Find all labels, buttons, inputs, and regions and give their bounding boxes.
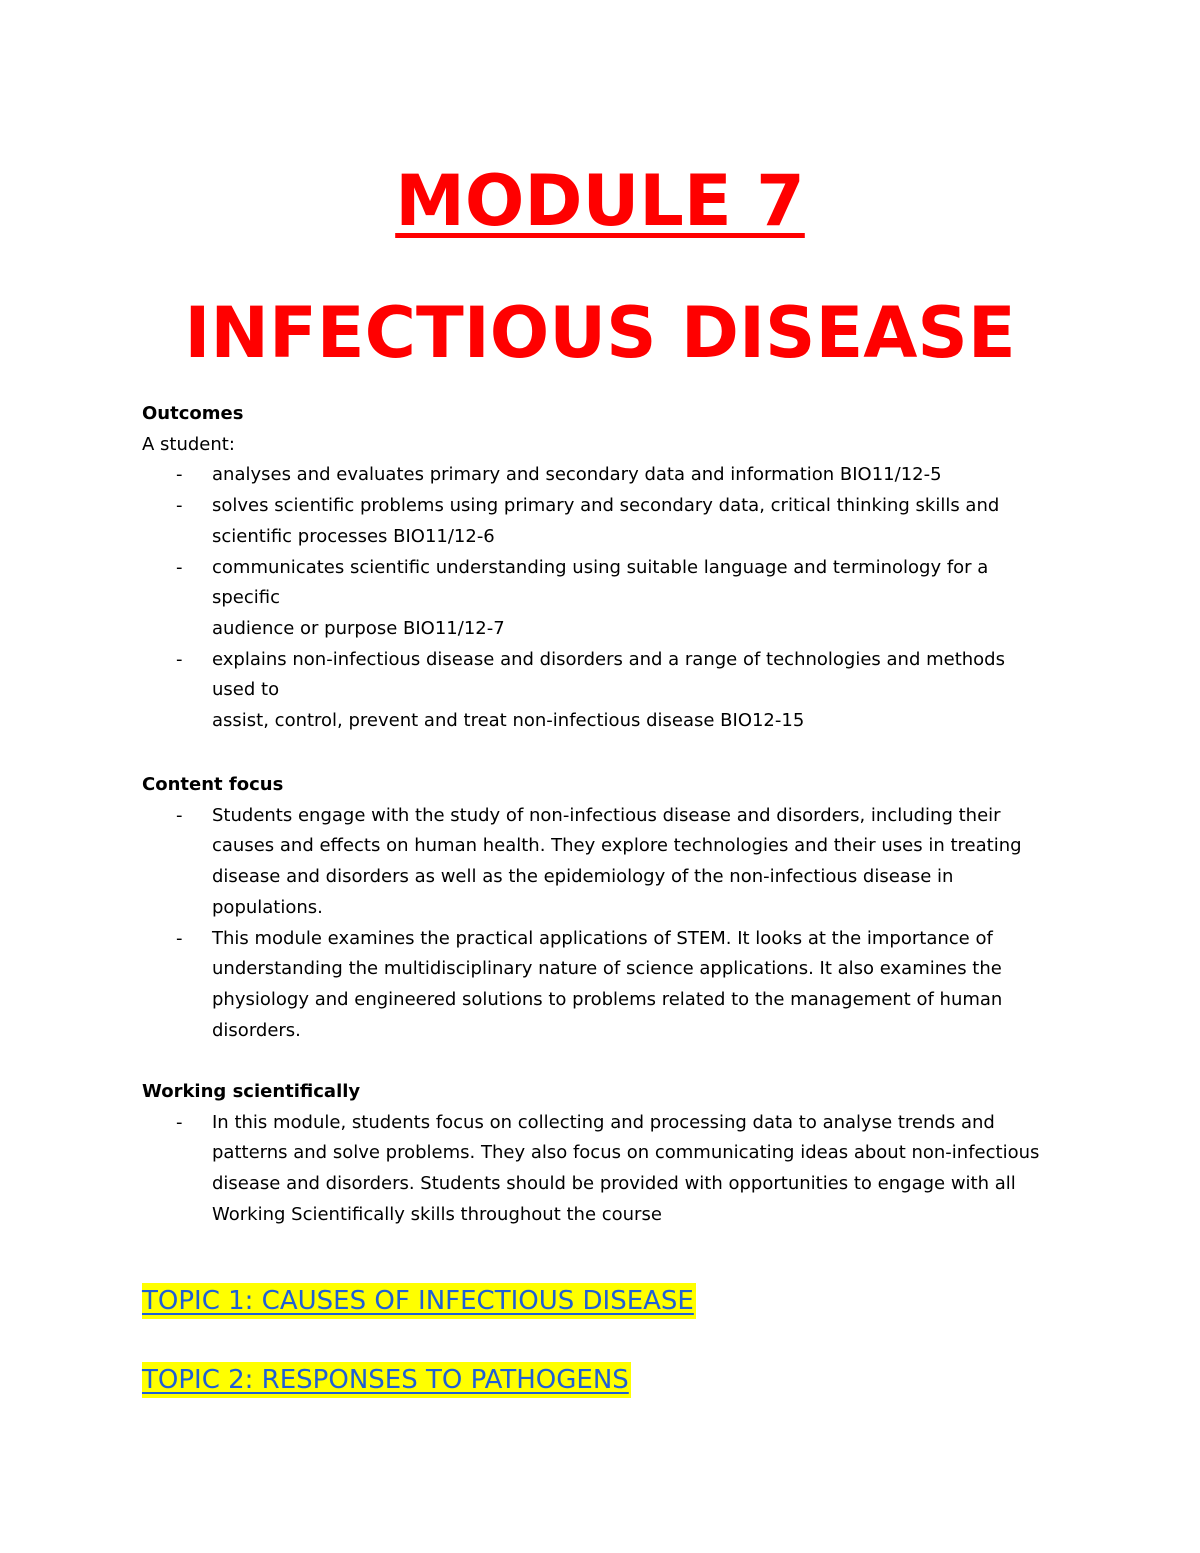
content-focus-section [142, 770, 1072, 1046]
topic-2-link[interactable]: TOPIC 2: RESPONSES TO PATHOGENS [142, 1362, 631, 1398]
list-item-line: Students engage with the study of non-infectious disease and disorders, including their [212, 804, 1001, 826]
list-item-line: populations. [212, 896, 323, 918]
working-scientifically-section [142, 1077, 1072, 1231]
list-item [142, 553, 1072, 645]
list-item-line: physiology and engineered solutions to problems related to the management of human [212, 988, 1003, 1010]
list-item-line: disorders. [212, 1019, 301, 1041]
list-item-line: causes and effects on human health. They explore technologies and their uses in treating [212, 835, 1022, 857]
list-item-line: understanding the multidisciplinary nature of science applications. It also examines the [212, 958, 1002, 980]
list-item [142, 460, 1072, 491]
outcomes-heading: Outcomes [142, 403, 244, 424]
list-item-line: patterns and solve problems. They also focus on communicating ideas about non-infectious [212, 1142, 1040, 1164]
list-item-line: used to [212, 679, 280, 701]
list-item-line: explains non-infectious disease and disorders and a range of technologies and methods [212, 648, 1005, 670]
outcomes-section [142, 399, 1072, 737]
list-item [142, 1108, 1072, 1231]
list-item-line: audience or purpose BIO11/12-7 [212, 617, 505, 639]
bullet-dash: - [176, 927, 183, 949]
bullet-dash: - [176, 556, 183, 578]
module-title [0, 156, 1200, 246]
module-name: INFECTIOUS DISEASE [184, 292, 1016, 374]
outcomes-list [142, 460, 1072, 736]
list-item-line: assist, control, prevent and treat non-infectious disease BIO12-15 [212, 710, 805, 732]
list-item-line: In this module, students focus on collecting and processing data to analyse trends and [212, 1111, 995, 1133]
bullet-dash: - [176, 804, 183, 826]
list-item [142, 645, 1072, 737]
topic-1-link[interactable]: TOPIC 1: CAUSES OF INFECTIOUS DISEASE [142, 1283, 696, 1319]
content-focus-heading: Content focus [142, 774, 284, 795]
list-item-line: analyses and evaluates primary and secondary data and information BIO11/12-5 [212, 464, 942, 486]
bullet-dash: - [176, 464, 183, 486]
list-item [142, 924, 1072, 1047]
working-scientifically-heading: Working scientifically [142, 1081, 361, 1102]
bullet-dash: - [176, 648, 183, 670]
content-focus-list [142, 801, 1072, 1047]
list-item [142, 491, 1072, 552]
list-item-line: disease and disorders as well as the epidemiology of the non-infectious disease in [212, 866, 954, 888]
list-item-line: scientific processes BIO11/12-6 [212, 525, 495, 547]
bullet-dash: - [176, 495, 183, 517]
list-item [142, 801, 1072, 924]
list-item-line: Working Scientifically skills throughout the course [212, 1203, 662, 1225]
outcomes-intro: A student: [142, 433, 235, 455]
module-title-text: MODULE 7 [395, 160, 805, 242]
list-item-line: disease and disorders. Students should be provided with opportunities to engage with all [212, 1173, 1016, 1195]
list-item-line: solves scientific problems using primary and secondary data, critical thinking skills and [212, 495, 1000, 517]
list-item-line: specific [212, 587, 281, 609]
list-item-line: communicates scientific understanding using suitable language and terminology for a [212, 556, 989, 578]
bullet-dash: - [176, 1111, 183, 1133]
working-scientifically-list [142, 1108, 1072, 1231]
list-item-line: This module examines the practical applications of STEM. It looks at the importance of [212, 927, 993, 949]
